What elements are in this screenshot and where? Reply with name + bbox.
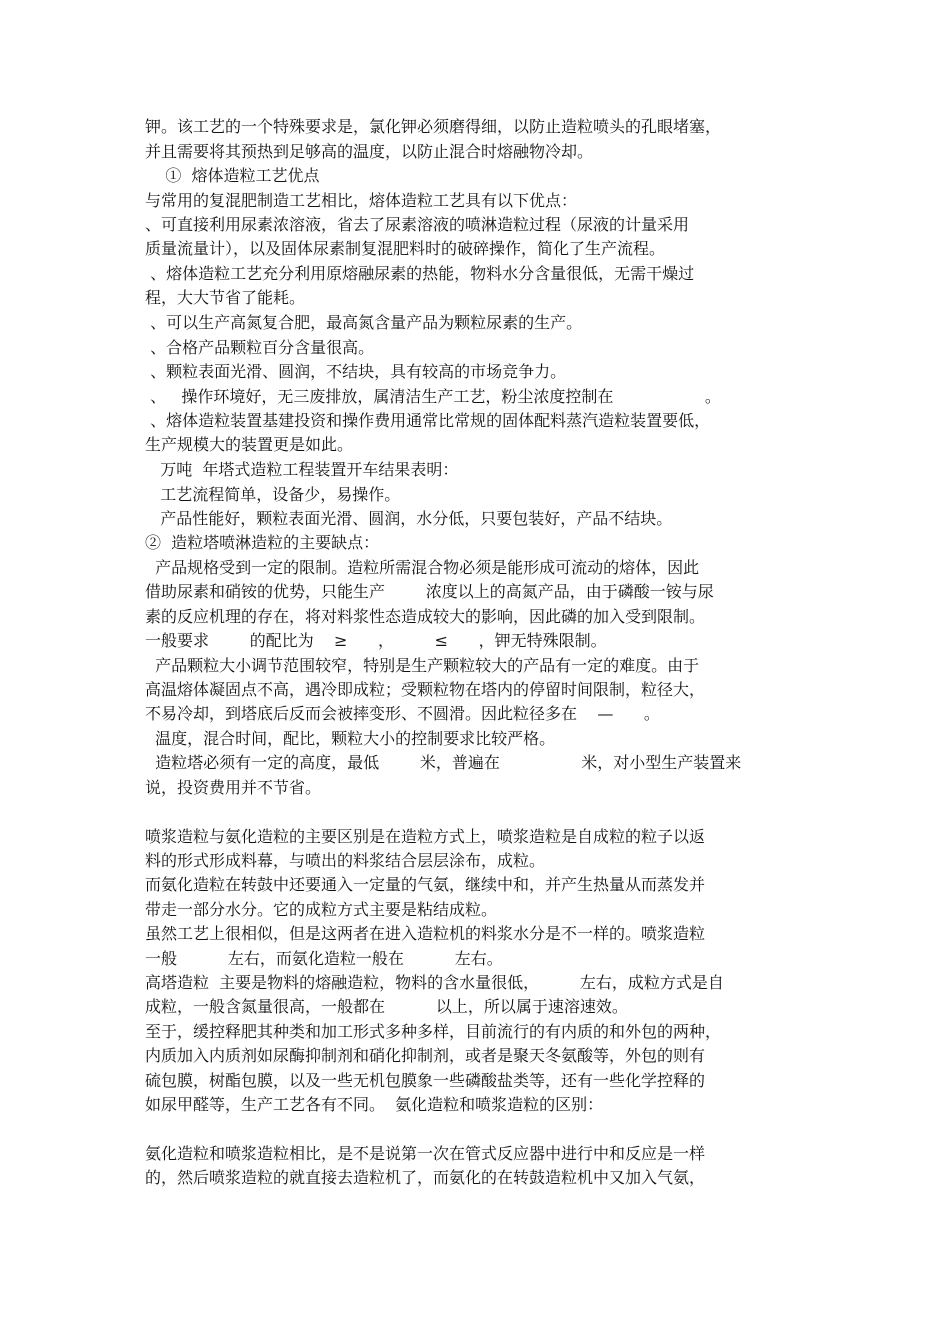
- text-line: 与常用的复混肥制造工艺相比，熔体造粒工艺具有以下优点：: [145, 191, 578, 210]
- text-line: 高温熔体凝固点不高，遇冷即成粒；受颗粒物在塔内的停留时间限制，粒径大，: [145, 680, 706, 699]
- text-line: 质量流量计），以及固体尿素制复混肥料时的破碎操作，简化了生产流程。: [145, 239, 666, 258]
- text-line: 、合格产品颗粒百分含量很高。: [145, 338, 375, 357]
- text-line: 钾。该工艺的一个特殊要求是，氯化钾必须磨得细，以防止造粒喷头的孔眼堵塞，: [145, 117, 722, 136]
- text-line: 说，投资费用并不节省。: [145, 778, 322, 797]
- text-line: 一般 左右，而氨化造粒一般在 左右。: [145, 949, 503, 968]
- text-line: ② 造粒塔喷淋造粒的主要缺点：: [145, 533, 380, 552]
- text-line: 产品颗粒大小调节范围较窄，特别是生产颗粒较大的产品有一定的难度。由于: [145, 656, 700, 675]
- text-line: 万吨 年塔式造粒工程装置开车结果表明：: [145, 460, 459, 479]
- text-line: 、熔体造粒工艺充分利用原熔融尿素的热能，物料水分含量很低，无需干燥过: [145, 264, 695, 283]
- text-line: 的，然后喷浆造粒的就直接去造粒机了，而氨化的在转鼓造粒机中又加入气氨，: [145, 1168, 706, 1187]
- text-line: 工艺流程简单，设备少，易操作。: [145, 485, 401, 504]
- text-line: 硫包膜，树酯包膜，以及一些无机包膜象一些磷酸盐类等，还有一些化学控释的: [145, 1071, 706, 1090]
- text-line: 至于，缓控释肥其种类和加工形式多种多样，目前流行的有内质的和外包的两种，: [145, 1022, 722, 1041]
- text-line: 、颗粒表面光滑、圆润，不结块，具有较高的市场竞争力。: [145, 362, 567, 381]
- text-line: 料的形式形成料幕，与喷出的料浆结合层层涂布，成粒。: [145, 851, 546, 870]
- text-line: 、熔体造粒装置基建投资和操作费用通常比常规的固体配料蒸汽造粒装置要低，: [145, 411, 711, 430]
- text-line: 借助尿素和硝铵的优势，只能生产 浓度以上的高氮产品，由于磷酸一铵与尿: [145, 582, 714, 601]
- text-line: 不易冷却，到塔底后反而会被摔变形、不圆滑。因此粒径多在 — 。: [145, 704, 660, 723]
- text-line: 并且需要将其预热到足够高的温度，以防止混合时熔融物冷却。: [145, 142, 594, 161]
- text-line: 如尿甲醛等，生产工艺各有不同。 氨化造粒和喷浆造粒的区别：: [145, 1095, 604, 1114]
- text-line: 成粒，一般含氮量很高，一般都在 以上，所以属于速溶速效。: [145, 997, 628, 1016]
- text-line: 高塔造粒 主要是物料的熔融造粒，物料的含水量很低， 左右，成粒方式是自: [145, 973, 724, 992]
- text-line: 、 操作环境好，无三废排放，属清洁生产工艺，粉尘浓度控制在 。: [145, 387, 721, 406]
- text-line: 、可以生产高氮复合肥，最高氮含量产品为颗粒尿素的生产。: [145, 313, 583, 332]
- text-line: 、可直接利用尿素浓溶液，省去了尿素溶液的喷淋造粒过程（尿液的计量采用: [145, 215, 690, 234]
- text-line: 喷浆造粒与氨化造粒的主要区别是在造粒方式上，喷浆造粒是自成粒的粒子以返: [145, 827, 706, 846]
- text-line: 产品规格受到一定的限制。造粒所需混合物必须是能形成可流动的熔体，因此: [145, 558, 700, 577]
- text-line: 程，大大节省了能耗。: [145, 288, 306, 307]
- text-line: 氨化造粒和喷浆造粒相比，是不是说第一次在管式反应器中进行中和反应是一样: [145, 1144, 706, 1163]
- text-line: 造粒塔必须有一定的高度，最低 米，普遍在 米，对小型生产装置来: [145, 753, 742, 772]
- text-line: 产品性能好，颗粒表面光滑、圆润，水分低，只要包装好，产品不结块。: [145, 509, 673, 528]
- text-line: 内质加入内质剂如尿酶抑制剂和硝化抑制剂，或者是聚天冬氨酸等，外包的则有: [145, 1046, 706, 1065]
- text-line: 一般要求 的配比为 ≥ ， ≤ ，钾无特殊限制。: [145, 631, 607, 650]
- text-line: 带走一部分水分。它的成粒方式主要是粘结成粒。: [145, 900, 498, 919]
- text-line: 虽然工艺上很相似，但是这两者在进入造粒机的料浆水分是不一样的。喷浆造粒: [145, 924, 706, 943]
- text-line: 素的反应机理的存在，将对料浆性态造成较大的影响，因此磷的加入受到限制。: [145, 607, 706, 626]
- text-line: ① 熔体造粒工艺优点: [145, 166, 320, 185]
- text-line: 生产规模大的装置更是如此。: [145, 435, 354, 454]
- text-line: 而氨化造粒在转鼓中还要通入一定量的气氨，继续中和，并产生热量从而蒸发并: [145, 875, 706, 894]
- text-line: 温度，混合时间，配比，颗粒大小的控制要求比较严格。: [145, 729, 556, 748]
